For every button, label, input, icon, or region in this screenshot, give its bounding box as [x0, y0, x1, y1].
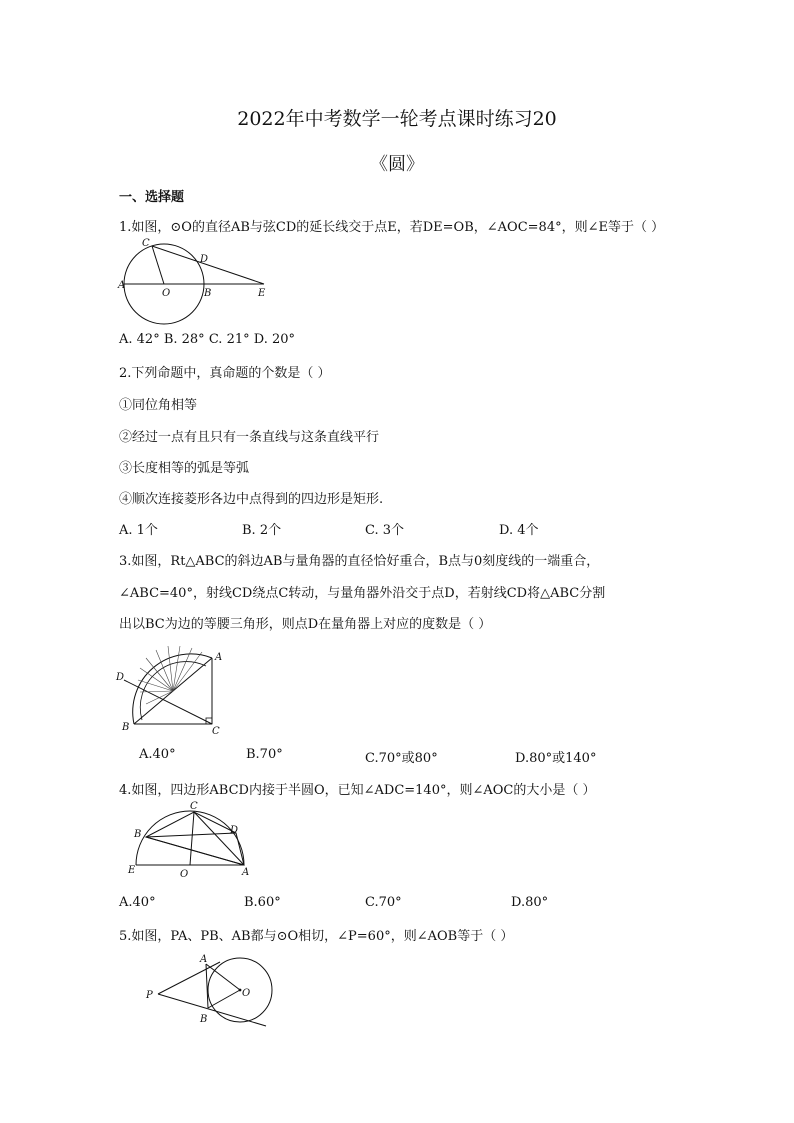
q3-label-c: C: [212, 726, 220, 737]
question-2-statement: ④顺次连接菱形各边中点得到的四边形是矩形.: [119, 492, 384, 507]
question-3-stem-line: 出以BC为边的等腰三角形，则点D在量角器上对应的度数是（ ）: [119, 617, 492, 632]
q4-label-o: O: [180, 869, 189, 880]
question-4-stem: 4.如图，四边形ABCD内接于半圆O，已知∠ADC=140°，则∠AOC的大小是（ ）: [119, 783, 596, 798]
q4-semicircle-arc: [136, 811, 244, 865]
q3-label-a: A: [215, 652, 223, 663]
question-4-option-d: D.80°: [511, 895, 549, 910]
question-1-stem: 1.如图，⊙O的直径AB与弦CD的延长线交于点E，若DE=OB，∠AOC=84°，则∠E等于（ ）: [119, 220, 665, 235]
question-1-figure: [118, 240, 278, 328]
question-5-figure: [140, 948, 280, 1030]
q4-label-b: B: [134, 829, 142, 840]
q5-line-bo: [208, 990, 240, 1008]
question-1-options: A. 42° B. 28° C. 21° D. 20°: [119, 332, 296, 347]
q1-label-o: O: [162, 288, 171, 299]
question-3-stem-line: 3.如图，Rt△ABC的斜边AB与量角器的直径恰好重合，B点与0刻度线的一端重合，: [119, 554, 600, 569]
question-2-option-b: B. 2个: [242, 523, 282, 538]
question-4-figure: [124, 803, 254, 879]
q1-label-e: E: [258, 288, 266, 299]
question-2-statement: ③长度相等的弧是等弧: [119, 461, 250, 476]
question-2-option-a: A. 1个: [119, 523, 158, 538]
q3-ray-cd: [124, 680, 212, 724]
q1-label-d: D: [200, 254, 209, 265]
q4-diagonal-bd: [146, 833, 236, 837]
q4-label-d: D: [230, 825, 239, 836]
question-4-option-b: B.60°: [244, 895, 281, 910]
question-3-stem-line: ∠ABC=40°，射线CD绕点C转动，与量角器外沿交于点D，若射线CD将△ABC分割: [119, 586, 606, 601]
q1-label-b: B: [204, 288, 212, 299]
section-heading: 一、选择题: [119, 190, 185, 205]
q4-label-e: E: [128, 865, 136, 876]
question-2-stem: 2.下列命题中，真命题的个数是（ ）: [119, 366, 331, 381]
question-2-option-d: D. 4个: [499, 523, 539, 538]
q5-label-o: O: [242, 988, 251, 999]
q5-center-dot: [239, 989, 242, 992]
q5-label-p: P: [146, 990, 153, 1001]
question-5-stem: 5.如图，PA、PB、AB都与⊙O相切，∠P=60°，则∠AOB等于（ ）: [119, 929, 514, 944]
question-2-option-c: C. 3个: [365, 523, 405, 538]
q3-label-d: D: [116, 672, 125, 683]
question-3-option-a: A.40°: [139, 747, 176, 762]
q5-label-a: A: [200, 954, 208, 965]
page-title: 2022年中考数学一轮考点课时练习20: [237, 108, 557, 130]
question-4-option-a: A.40°: [119, 895, 156, 910]
q4-label-a: A: [242, 867, 250, 878]
q4-label-c: C: [190, 801, 198, 812]
question-3-figure: [116, 644, 226, 736]
q1-label-a: A: [118, 280, 126, 291]
question-2-statement: ①同位角相等: [119, 398, 198, 413]
q4-diagonal-ac: [194, 812, 244, 865]
q3-label-b: B: [122, 722, 130, 733]
question-2-statement: ②经过一点有且只有一条直线与这条直线平行: [119, 430, 380, 445]
page-subtitle: 《圆》: [370, 154, 424, 175]
question-3-option-c: C.70°或80°: [365, 751, 438, 766]
q1-secant-line: [152, 246, 264, 284]
q1-radius-oc: [152, 246, 164, 284]
question-3-option-b: B.70°: [246, 747, 283, 762]
q5-label-b: B: [200, 1014, 208, 1025]
q1-label-c: C: [142, 238, 150, 249]
q5-tangent-ab: [206, 964, 208, 1008]
q4-line-ao: [146, 837, 244, 865]
question-3-option-d: D.80°或140°: [515, 751, 597, 766]
question-4-option-c: C.70°: [365, 895, 402, 910]
q4-line-oc: [190, 812, 194, 865]
